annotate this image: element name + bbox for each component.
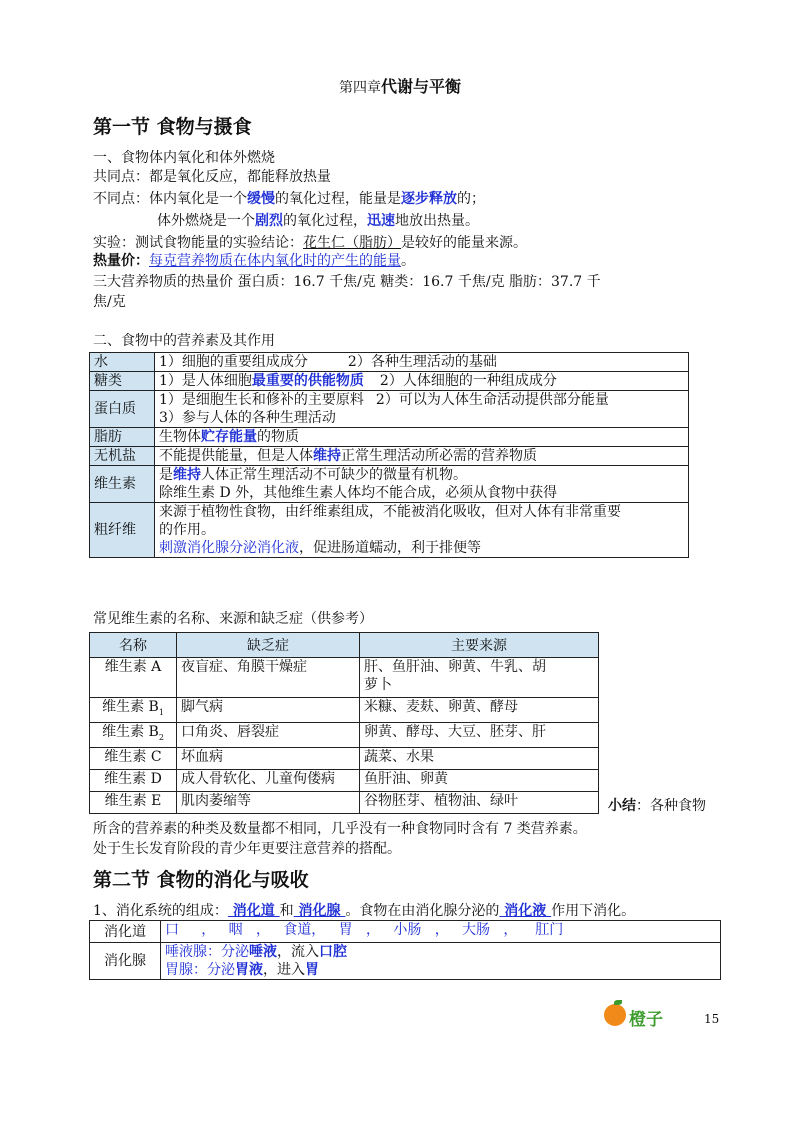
same-point (93, 168, 331, 186)
vit-pre: 是 (159, 467, 173, 483)
orange-icon (604, 1004, 626, 1026)
summary-line-3: 处于生长发育阶段的青少年更要注意营养的搭配。 (93, 841, 401, 857)
row-label: 消化腺 (90, 943, 161, 980)
diff1-a: 体内氧化是一个 (149, 191, 247, 207)
part1-heading: 一、食物体内氧化和体外燃烧 (93, 150, 275, 166)
digest-juice: 消化液 (499, 903, 552, 919)
vit-source: 蔬菜、水果 (360, 747, 599, 769)
heat-def: 每克营养物质在体内氧化时的产生的能量 (149, 253, 401, 269)
fiber-hl: 刺激消化腺分泌消化液 (159, 540, 299, 556)
table-row (90, 722, 599, 747)
fiber-2: 的作用。 (159, 522, 215, 538)
exp-b: 花生仁（脂肪） (303, 235, 401, 251)
vit-source: 卵黄、酵母、大豆、胚芽、肝 (360, 722, 599, 747)
row-label: 水 (90, 353, 155, 372)
vit-source: 谷物胚芽、植物油、绿叶 (360, 791, 599, 813)
row-label: 糖类 (90, 372, 155, 391)
digest-a: 1、消化系统的组成： (93, 903, 228, 919)
table-row (90, 391, 689, 428)
vit-subscript: 2 (158, 732, 164, 742)
nutrient-table (89, 352, 689, 558)
vit-line2: 除维生素 D 外，其他维生素人体均不能合成，必须从食物中获得 (159, 485, 558, 501)
chapter-prefix: 第四章 (338, 80, 381, 96)
vit-name-text: 维生素 B (102, 723, 159, 740)
diff-point-2 (157, 212, 479, 230)
diff1-c: 的氧化过程，能量是 (275, 191, 401, 207)
exp-a: 实验：测试食物能量的实验结论： (93, 235, 303, 251)
exp-c: 是较好的能量来源。 (401, 235, 527, 251)
vit-deficiency: 夜盲症、角膜干燥症 (177, 658, 360, 698)
table-row (90, 921, 721, 943)
digest-gland: 消化腺 (293, 903, 346, 919)
sugar-2: 2）人体细胞的一种组成成分 (379, 373, 557, 389)
vit-name-text: 维生素 B (102, 699, 159, 715)
diff2-a: 体外燃烧是一个 (157, 213, 255, 229)
table-row (90, 769, 599, 791)
diff1-e: 的； (457, 191, 485, 207)
summary-line-2: 所含的营养素的种类及数量都不相同，几乎没有一种食物同时含有 7 类营养素。 (93, 821, 587, 837)
row-content (155, 428, 689, 447)
tract-items: 口 ， 咽 ， 食道， 胃 ， 小肠 ， 大肠 ， 肛门 (161, 921, 721, 943)
vit-source: 米糠、麦麸、卵黄、酵母 (360, 698, 599, 723)
row-label: 维生素 (90, 466, 155, 503)
fat-pre: 生物体 (159, 429, 201, 445)
section-2-title: 第二节 食物的消化与吸收 (93, 869, 309, 891)
fiber-1: 来源于植物性食物，由纤维素组成，不能被消化吸收，但对人体有非常重要 (159, 504, 621, 520)
row-content (155, 353, 689, 372)
table-header-row (90, 633, 599, 658)
gland2-d: 胃 (305, 962, 319, 978)
vit-source: 鱼肝油、卵黄 (360, 769, 599, 791)
vit-subscript: 1 (158, 707, 164, 717)
vitamin-table (89, 632, 599, 814)
gland2-b: 胃液 (235, 962, 263, 978)
protein-1: 1）是细胞生长和修补的主要原料 (159, 392, 364, 408)
row-label: 粗纤维 (90, 503, 155, 558)
section-1-title: 第一节 食物与摄食 (93, 116, 252, 138)
vit-name (90, 698, 177, 723)
vit-deficiency: 口角炎、唇裂症 (177, 722, 360, 747)
vit-name: 维生素 D (90, 769, 177, 791)
row-label: 无机盐 (90, 447, 155, 466)
vit-deficiency: 成人骨软化、儿童佝偻病 (177, 769, 360, 791)
row-content (155, 372, 689, 391)
table-row (90, 698, 599, 723)
gland1-a: 唾液腺：分泌 (165, 944, 249, 960)
digest-e: 。食物在由消化腺分泌的 (345, 903, 500, 919)
heat-label: 热量价： (93, 253, 149, 269)
heat-end: 。 (401, 253, 415, 269)
row-content (155, 447, 689, 466)
vit-name-text: 维生素 A (104, 659, 162, 675)
mineral-pre: 不能提供能量，但是人体 (159, 448, 313, 464)
summary-label: 小结 (608, 798, 636, 814)
vitamins-heading: 常见维生素的名称、来源和缺乏症（供参考） (93, 611, 373, 627)
vit-name (90, 658, 177, 698)
summary-colon: ：各种食物 (636, 798, 706, 814)
table-row (90, 943, 721, 980)
diff-label: 不同点： (93, 191, 149, 207)
diff2-b: 剧烈 (255, 213, 283, 229)
protein-2: 2）可以为人体生命活动提供部分能量 (375, 392, 609, 408)
fiber-post: ，促进肠道蠕动，利于排便等 (299, 540, 481, 556)
diff2-d: 迅速 (367, 213, 395, 229)
row-label: 消化道 (90, 921, 161, 943)
diff2-c: 的氧化过程， (283, 213, 367, 229)
vit-name: 维生素 C (90, 747, 177, 769)
diff1-d: 逐步释放 (401, 191, 457, 207)
row-content (155, 466, 689, 503)
gland1-c: ，流入 (277, 944, 319, 960)
heat-value-line (93, 252, 415, 270)
sugar-pre: 1）是人体细胞 (159, 373, 252, 389)
vit-source (360, 658, 599, 698)
digest-and: 和 (279, 903, 294, 919)
digest-g: 作用下消化。 (551, 903, 636, 919)
col-header: 缺乏症 (177, 633, 360, 658)
vit-deficiency: 脚气病 (177, 698, 360, 723)
leaf-icon (614, 1000, 622, 1005)
table-row (90, 372, 689, 391)
page-number: 15 (704, 1012, 720, 1026)
row-label: 脂肪 (90, 428, 155, 447)
chapter-name: 代谢与平衡 (380, 77, 461, 96)
part2-heading: 二、食物中的营养素及其作用 (93, 333, 275, 349)
vit-source-1: 肝、鱼肝油、卵黄、牛乳、胡 (364, 659, 546, 675)
gland2-a: 胃腺：分泌 (165, 962, 235, 978)
chapter-title (0, 74, 800, 97)
vit-post: 人体正常生理活动不可缺少的微量有机物。 (201, 467, 467, 483)
table-row (90, 503, 689, 558)
mineral-post: 正常生理活动所必需的营养物质 (341, 448, 537, 464)
water-2: 2）各种生理活动的基础 (347, 354, 497, 370)
table-row (90, 747, 599, 769)
vit-hl: 维持 (173, 467, 201, 483)
col-header: 名称 (90, 633, 177, 658)
mineral-hl: 维持 (313, 448, 341, 464)
table-row (90, 428, 689, 447)
gland1-d: 口腔 (319, 944, 347, 960)
gland1-b: 唾液 (249, 944, 277, 960)
table-row (90, 466, 689, 503)
digestive-table (89, 920, 721, 980)
sugar-hl: 最重要的供能物质 (251, 373, 364, 389)
vit-deficiency: 坏血病 (177, 747, 360, 769)
diff2-e: 地放出热量。 (395, 213, 479, 229)
three-nutrients-line-2: 焦/克 (93, 294, 126, 310)
row-label: 蛋白质 (90, 391, 155, 428)
col-header: 主要来源 (360, 633, 599, 658)
three-nutrients-line: 三大营养物质的热量价 蛋白质：16.7 千焦/克 糖类：16.7 千焦/克 脂肪：37.7 千 (93, 274, 601, 290)
protein-3: 3）参与人体的各种生理活动 (159, 410, 336, 426)
vit-name: 维生素 E (90, 791, 177, 813)
table-row (90, 658, 599, 698)
digest-line (93, 902, 635, 920)
vit-deficiency: 肌肉萎缩等 (177, 791, 360, 813)
summary-start (608, 797, 706, 815)
gland-items (161, 943, 721, 980)
row-content (155, 391, 689, 428)
fat-post: 的物质 (257, 429, 299, 445)
fat-hl: 贮存能量 (201, 429, 257, 445)
diff-point-1 (93, 190, 485, 208)
digest-tract: 消化道 (227, 903, 280, 919)
same-label: 共同点： (93, 169, 149, 185)
orange-logo-icon (604, 1004, 626, 1026)
row-content (155, 503, 689, 558)
vit-name (90, 722, 177, 747)
table-row (90, 353, 689, 372)
table-row (90, 791, 599, 813)
gland2-c: ，进入 (263, 962, 305, 978)
same-text: 都是氧化反应，都能释放热量 (149, 169, 331, 185)
water-1: 1）细胞的重要组成成分 (159, 354, 308, 370)
logo-text: 橙子 (629, 1010, 663, 1030)
experiment-line (93, 234, 527, 252)
diff1-b: 缓慢 (247, 191, 275, 207)
table-row (90, 447, 689, 466)
vit-source-2: 萝卜 (364, 677, 392, 693)
